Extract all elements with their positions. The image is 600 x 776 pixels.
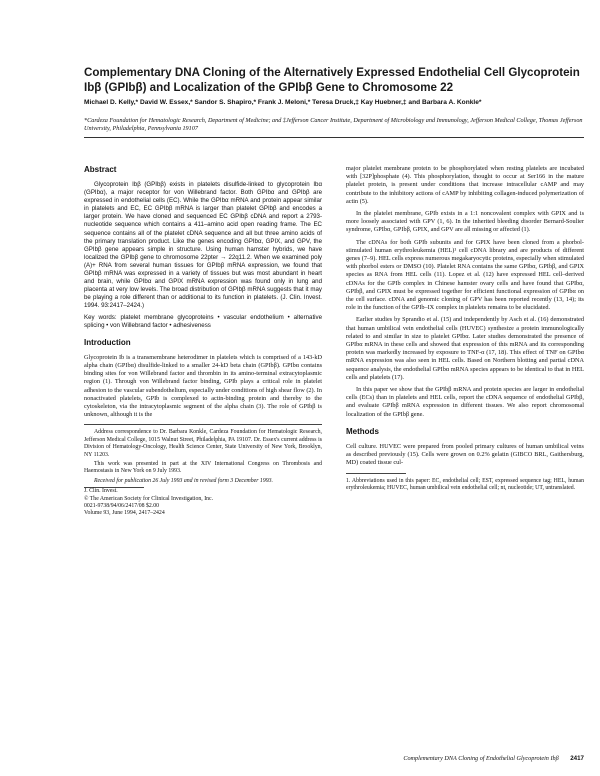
author-list: Michael D. Kelly,* David W. Essex,* Sandor S. Shapiro,* Frank J. Meloni,* Teresa Druck,‡ Kay Huebner,‡ and Barbara A. Konkle* bbox=[84, 99, 482, 106]
journal-info bbox=[84, 487, 322, 518]
left-column bbox=[84, 165, 322, 518]
running-footer: Complementary DNA Cloning of Endothelial Glycoprotein Ibβ bbox=[403, 755, 559, 762]
methods-text: Cell culture. HUVEC were prepared from pooled primary cultures of human umbilical veins as described previously (15). Cells were grown on 0.2% gelatin (GIBCO BRL, Gaithersburg, MD) coated tissue cul- bbox=[346, 442, 584, 467]
correspondence-block bbox=[84, 429, 322, 485]
keywords: Key words: platelet membrane glycoproteins • vascular endothelium • alternative splicing • von Willebrand factor • adhesiveness bbox=[84, 313, 322, 329]
footnote-rule bbox=[346, 473, 406, 474]
introduction-heading: Introduction bbox=[84, 337, 131, 347]
correspondence-rule bbox=[84, 424, 322, 425]
received-note: Received for publication 26 July 1993 and in revised form 3 December 1993. bbox=[94, 477, 273, 484]
article-title: Complementary DNA Cloning of the Alternatively Expressed Endothelial Cell Glycoprotein Ibβ (GPIbβ) and Localization of the GPIbβ Gene to Chromosome 22 bbox=[84, 66, 580, 94]
right-paragraph-3: The cDNAs for both GPIb subunits and for GPIX have been cloned from a phorbol-stimulated human erythroleukemia (HEL)¹ cell cDNA library and are products of different genes (7–9). HEL cells express numerous megakaryocytic proteins, especially when stimulated with phorbol esters or DMSO (10). Platelet RNA contains the same GPIbα, GPIbβ, and GPIX species as RNA from HEL cells (11). Lopez et al. (12) have expressed HEL cell–derived cDNAs for the GPIb complex in Chinese hamster ovary cells and have found that GPIbα, GPIbβ, and GPIX must be expressed together for efficient functional expression of GPIbα on the cell surface. cDNA and genomic cloning of GPV has been reported recently (13, 14); its role in the function of the GPIb–IX complex in platelets remains to be elucidated. bbox=[346, 238, 584, 312]
introduction-text: Glycoprotein Ib is a transmembrane heterodimer in platelets which is comprised of a 143-kD alpha chain (GPIbα) disulfide-linked to a smaller 24-kD beta chain (GPIbβ). GPIbα contains binding sites for von Willebrand factor and thrombin in its amino-terminal extracytoplasmic region (1). Through von Willebrand factor binding, GPIb plays a critical role in platelet adhesion to the vascular subendothelium, especially under conditions of high shear flow (2). In nonactivated platelets, GPIb is complexed to actin-binding protein and thereby to the cytoskeleton, via the intracytoplasmic segment of the alpha chain (3). The role of GPIbβ is unknown, although it is the bbox=[84, 353, 322, 419]
journal-copyright: © The American Society for Clinical Investigation, Inc. bbox=[84, 495, 214, 502]
abstract-heading: Abstract bbox=[84, 165, 117, 174]
right-paragraph-4: Earlier studies by Sprandio et al. (15) and independently by Asch et al. (16) demonstrated that human umbilical vein endothelial cells (HUVEC) synthesize a protein immunologically related to and similar in size to platelet GPIbα. Later studies demonstrated the presence of GPIbα mRNA in these cells and showed that expression of this mRNA and its corresponding protein was markedly increased by exposure to TNF-α (17, 18). This effect of TNF on GPIbα mRNA expression was also seen in HEL cells. Based on Northern blotting and partial cDNA sequence analysis, the endothelial GPIbα mRNA species appears to be identical to that in HEL cells and platelets (17). bbox=[346, 316, 584, 381]
methods-heading: Methods bbox=[346, 426, 379, 436]
header-rule bbox=[84, 137, 584, 138]
footnote-text: 1. Abbreviations used in this paper: EC, endothelial cell; EST, expressed sequence tag; HEL, human erythroleukemia; HUVEC, human umbilical vein endothelial cell; nt, nucleotide; UT, untranslated. bbox=[346, 477, 584, 491]
right-paragraph-2: In the platelet membrane, GPIb exists in a 1:1 noncovalent complex with GPIX and is more loosely associated with GPV (1, 6). In the inherited bleeding disorder Bernard-Soulier syndrome, GPIbα, GPIbβ, GPIX, and GPV are all missing or affected (1). bbox=[346, 210, 584, 234]
abstract-block bbox=[84, 181, 322, 330]
correspondence-address: Address correspondence to Dr. Barbara Konkle, Cardeza Foundation for Hematologic Research, Jefferson Medical College, 1015 Walnut Street, Philadelphia, PA 19107. Dr. Essex's current address is Division of Hematology-Oncology, Health Science Center, State University of New York, Brooklyn, NY 11203. bbox=[84, 429, 322, 458]
page-footer bbox=[316, 755, 584, 762]
journal-name: J. Clin. Invest. bbox=[84, 488, 118, 495]
presentation-note: This work was presented in part at the XIV International Congress on Thrombosis and Haemostasis in New York on 9 July 1993. bbox=[84, 460, 322, 475]
journal-issn: 0021-9738/94/06/2417/08 $2.00 bbox=[84, 502, 160, 509]
page-number: 2417 bbox=[570, 755, 584, 762]
footnote-block bbox=[346, 473, 584, 493]
right-paragraph-5: In this paper we show that the GPIbβ mRNA and protein species are larger in endothelial cells (ECs) than in platelets and HEL cells, report the cDNA sequence of endothelial GPIbβ, and evaluate GPIbβ mRNA expression in different tissues. We also report chromosomal localization of the GPIbβ gene. bbox=[346, 386, 584, 418]
abstract-text: Glycoprotein Ibβ (GPIbβ) exists in platelets disulfide-linked to glycoprotein Ibα (GPIbα), a major receptor for von Willebrand factor. Both GPIbα and GPIbβ are expressed in endothelial cells (EC). While the GPIbα mRNA and protein appear similar in platelets and EC, EC GPIbβ mRNA is larger than platelet GPIbβ and encodes a larger protein. We have cloned and sequenced EC GPIbβ cDNA and report a 2793-nucleotide sequence which contains a 411–amino acid open reading frame. The EC sequence contains all of the platelet cDNA sequence and all but three amino acids of the primary translation product. Like the genes encoding GPIbα, GPIX, and GPV, the GPIbβ gene appears simple in structure. Using human hamster hybrids, we have localized the GPIbβ gene to chromosome 22pter → 22q11.2. When we examined poly (A)+ RNA from several human tissues for GPIbβ mRNA expression, we found that GPIbβ mRNA was expressed in a variety of tissues but was most abundant in heart and brain, while GPIbα and GPIX mRNA expression was found only in lung and placenta at very low levels. The broad distribution of GPIbβ mRNA suggests that it may be playing a role different than or additional to its function in platelets. (J. Clin. Invest. 1994. 93:2417–2424.) bbox=[84, 181, 322, 310]
journal-volume: Volume 93, June 1994, 2417–2424 bbox=[84, 510, 165, 517]
affiliation: *Cardeza Foundation for Hematologic Research, Department of Medicine; and ‡Jefferson Cancer Institute, Department of Microbiology and Immunology, Jefferson Medical College, Thomas Jefferson University, Philadelphia, Pennsylvania 19107 bbox=[84, 117, 583, 133]
right-paragraph-1: major platelet membrane protein to be phosphorylated when resting platelets are incubated with [32P]phosphate (4). This phosphorylation, thought to occur at Ser166 in the mature platelet protein, is present under conditions that increase intracellular cAMP and may contribute to the inhibitory actions of cAMP by inhibiting collagen-induced polymerization of actin (5). bbox=[346, 165, 584, 205]
right-column bbox=[346, 165, 584, 492]
